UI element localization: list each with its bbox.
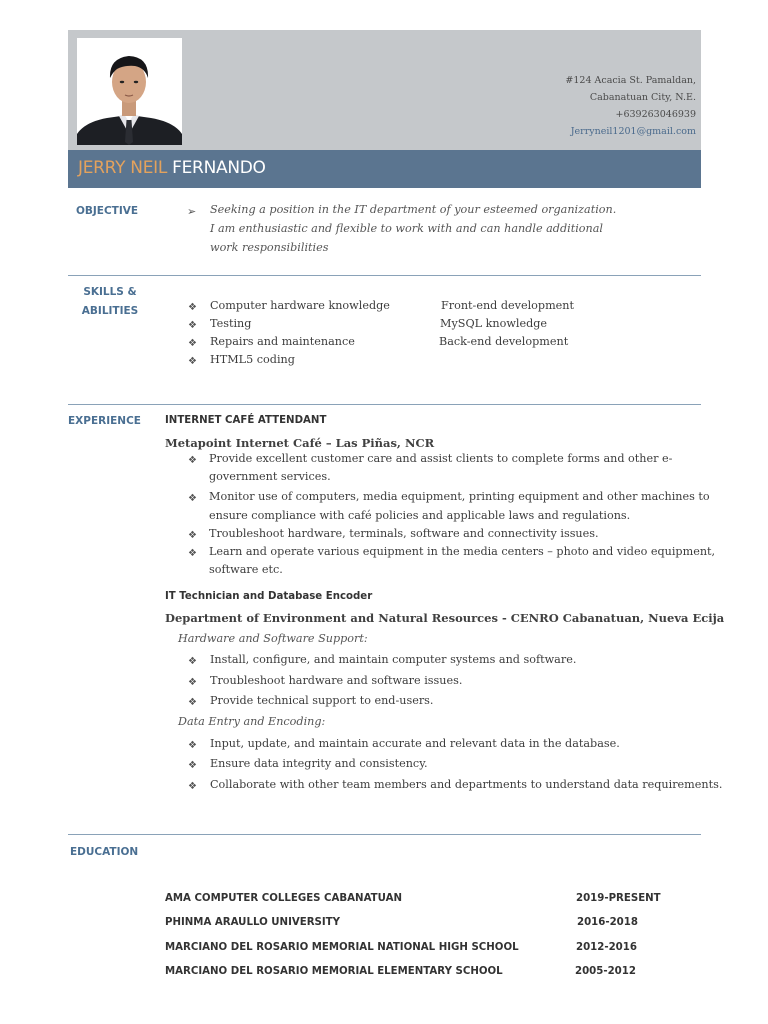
job-duty: Troubleshoot hardware and software issues.	[210, 674, 463, 687]
duty-subheading: Hardware and Software Support:	[178, 632, 368, 645]
diamond-bullet-icon: ❖	[188, 548, 197, 559]
diamond-bullet-icon: ❖	[188, 530, 197, 541]
job-duty: Install, configure, and maintain computer systems and software.	[210, 653, 577, 666]
job-duty-continued: software etc.	[209, 563, 283, 576]
objective-line-1: Seeking a position in the IT department of your esteemed organization.	[210, 203, 617, 216]
diamond-bullet-icon: ❖	[188, 697, 197, 708]
job-duty-continued: ensure compliance with café policies and applicable laws and regulations.	[209, 509, 631, 522]
job-duty: Troubleshoot hardware, terminals, software and connectivity issues.	[209, 527, 599, 540]
name-bar	[68, 150, 701, 188]
diamond-bullet-icon: ❖	[188, 356, 197, 367]
section-divider	[68, 834, 701, 835]
skill-item: Front-end development	[441, 299, 574, 312]
job-duty-continued: government services.	[209, 470, 331, 483]
school-name: PHINMA ARAULLO UNIVERSITY	[165, 917, 341, 928]
experience-heading: EXPERIENCE	[68, 415, 141, 427]
first-name: JERRY NEIL	[78, 158, 168, 178]
duty-subheading: Data Entry and Encoding:	[178, 715, 326, 728]
skill-item: MySQL knowledge	[440, 317, 548, 330]
skill-item: HTML5 coding	[210, 353, 295, 366]
job-duty: Learn and operate various equipment in the media centers – photo and video equipment,	[209, 545, 716, 558]
skills-heading-line-1: SKILLS &	[83, 286, 137, 298]
job-title: IT Technician and Database Encoder	[165, 591, 373, 602]
school-years: 2012-2016	[576, 942, 637, 953]
diamond-bullet-icon: ❖	[188, 677, 197, 688]
skill-item: Testing	[210, 317, 252, 330]
skill-item: Repairs and maintenance	[210, 335, 355, 348]
contact-info	[565, 72, 696, 140]
job-duty: Monitor use of computers, media equipment, printing equipment and other machines to	[209, 490, 710, 503]
skills-heading-line-2: ABILITIES	[81, 305, 139, 317]
employer-name: Department of Environment and Natural Resources - CENRO Cabanatuan, Nueva Ecija	[165, 611, 725, 625]
school-years: 2019-PRESENT	[576, 893, 661, 904]
address-line-2: Cabanatuan City, N.E.	[589, 92, 696, 103]
school-years: 2016-2018	[577, 917, 638, 928]
arrowhead-icon: ➢	[187, 205, 197, 218]
address-line-1: #124 Acacia St. Pamaldan,	[565, 75, 696, 86]
phone-number: +639263046939	[615, 109, 696, 120]
objective-heading: OBJECTIVE	[75, 205, 139, 217]
school-name: MARCIANO DEL ROSARIO MEMORIAL NATIONAL HIGH SCHOOL	[165, 942, 519, 953]
job-duty: Collaborate with other team members and departments to understand data requirements.	[210, 778, 723, 791]
objective-line-2: I am enthusiastic and flexible to work with and can handle additional	[210, 222, 603, 235]
skill-item: Back-end development	[439, 335, 569, 348]
diamond-bullet-icon: ❖	[188, 656, 197, 667]
skills-heading	[70, 283, 150, 321]
school-name: AMA COMPUTER COLLEGES CABANATUAN	[165, 893, 402, 904]
employer-name: Metapoint Internet Café – Las Piñas, NCR	[165, 436, 435, 450]
diamond-bullet-icon: ❖	[188, 493, 197, 504]
job-duty: Provide technical support to end-users.	[210, 694, 434, 707]
profile-photo	[77, 38, 182, 145]
job-duty: Ensure data integrity and consistency.	[210, 757, 428, 770]
email-link[interactable]: Jerryneil1201@gmail.com	[570, 126, 696, 137]
job-duty: Input, update, and maintain accurate and relevant data in the database.	[210, 737, 620, 750]
school-name: MARCIANO DEL ROSARIO MEMORIAL ELEMENTARY SCHOOL	[165, 966, 503, 977]
skill-item: Computer hardware knowledge	[210, 299, 390, 312]
section-divider	[68, 275, 701, 276]
diamond-bullet-icon: ❖	[188, 320, 197, 331]
profile-photo-portrait	[77, 38, 182, 145]
diamond-bullet-icon: ❖	[188, 781, 197, 792]
last-name: FERNANDO	[172, 158, 266, 178]
section-divider	[68, 404, 701, 405]
job-title: INTERNET CAFÉ ATTENDANT	[165, 415, 327, 426]
objective-line-3: work responsibilities	[210, 241, 329, 254]
resume-header	[68, 30, 701, 150]
diamond-bullet-icon: ❖	[188, 740, 197, 751]
diamond-bullet-icon: ❖	[188, 302, 197, 313]
diamond-bullet-icon: ❖	[188, 760, 197, 771]
diamond-bullet-icon: ❖	[188, 455, 197, 466]
full-name	[78, 158, 266, 178]
education-heading: EDUCATION	[70, 846, 139, 858]
school-years: 2005-2012	[575, 966, 636, 977]
job-duty: Provide excellent customer care and assist clients to complete forms and other e-	[209, 452, 673, 465]
diamond-bullet-icon: ❖	[188, 338, 197, 349]
